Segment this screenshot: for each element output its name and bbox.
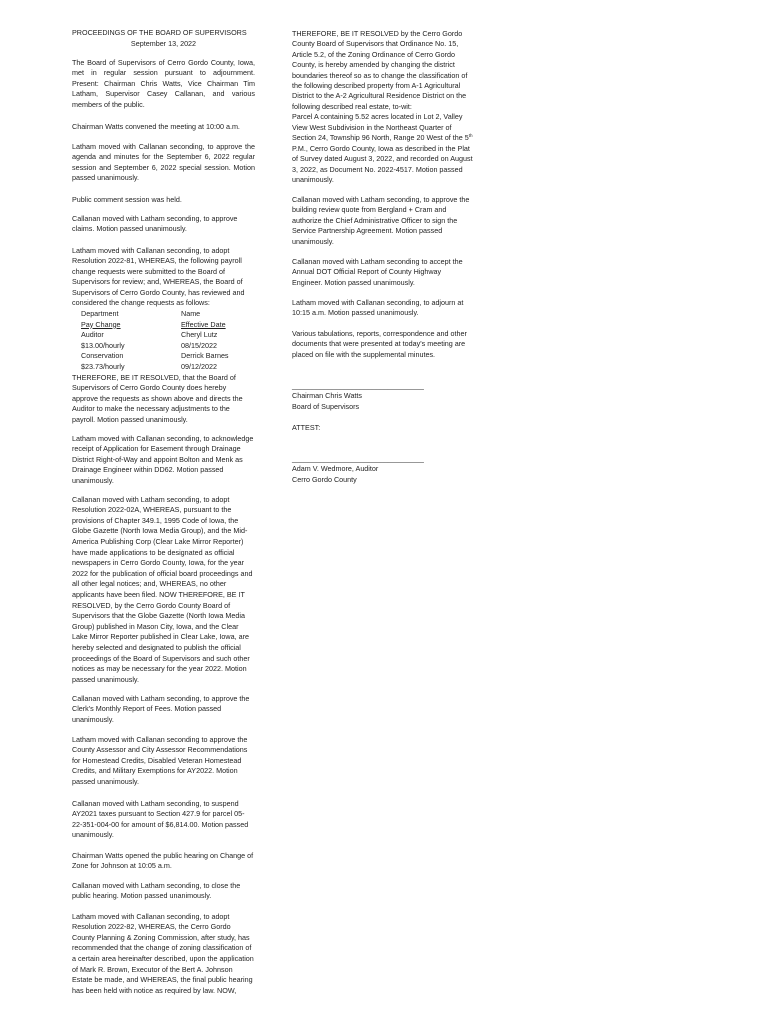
- text-line: Public comment session was held.: [72, 194, 182, 204]
- text-line: Callanan moved with Latham seconding, to approve: [72, 213, 238, 223]
- text-line: agenda and minutes for the September 6, 2022 regular: [72, 152, 255, 162]
- text-line: building review quote from Bergland + Cram and: [292, 205, 447, 215]
- text-line: P.M., Cerro Gordo County, Iowa as described in the Plat: [292, 143, 470, 153]
- table-cell: Auditor: [81, 330, 104, 340]
- text-line: Latham moved with Callanan seconding, to adopt: [72, 245, 230, 255]
- table-row: [72, 341, 255, 352]
- text-line: payroll. Motion passed unanimously.: [72, 415, 188, 424]
- signer-title: Board of Supervisors: [292, 401, 360, 411]
- text-line: passed unanimously.: [72, 173, 139, 183]
- text-line: Engineer. Motion passed unanimously.: [292, 277, 415, 287]
- attest-block: [292, 423, 475, 433]
- paragraph-adjourn: [292, 298, 475, 319]
- table-row: [72, 330, 255, 341]
- paragraph-tax-suspension: [72, 799, 255, 841]
- text-line: Resolution 2022-81, WHEREAS, the following payroll: [72, 256, 242, 266]
- text-line: Clerk's Monthly Report of Fees. Motion passed: [72, 704, 222, 714]
- text-line: Latham moved with Callanan seconding, to acknowledge: [72, 433, 254, 443]
- text-line: County Board of Supervisors that Ordinance No. 15,: [292, 39, 459, 49]
- text-line: hereby selected and designated to publish the official: [72, 643, 241, 652]
- paragraph-supplemental-minutes: [292, 329, 475, 360]
- table-header-cell: Name: [181, 309, 201, 319]
- text-line: following described real estate, to-wit:: [292, 101, 412, 111]
- text-line: placed on file with the supplemental minutes.: [292, 349, 436, 359]
- text-line: unanimously.: [292, 175, 334, 185]
- text-line: Service Partnership Agreement. Motion passed: [292, 226, 443, 236]
- signer-organization: Cerro Gordo County: [292, 474, 357, 484]
- text-line: of Survey dated August 3, 2022, and recorded on August: [292, 154, 473, 164]
- text-line: claims. Motion passed unanimously.: [72, 224, 187, 234]
- signer-name: Chairman Chris Watts: [292, 391, 363, 401]
- text-line: Supervisors for review; and, WHEREAS, the Board of: [72, 277, 243, 287]
- text-line: 10:15 a.m. Motion passed unanimously.: [292, 308, 419, 318]
- text-line: Globe Gazette (North Iowa Media Group), and the Mid-: [72, 526, 248, 536]
- text-line: session and September 6, 2022 special session. Motion: [72, 162, 255, 172]
- payroll-table: [72, 309, 255, 373]
- text-line: RESOLVED, by the Cerro Gordo County Board of: [72, 600, 231, 610]
- text-line: members of the public.: [72, 99, 145, 109]
- text-line: [292, 133, 475, 143]
- text-line: View West Subdivision in the Northeast Quarter of: [292, 122, 452, 132]
- text-line: notices as may be necessary for the year 2022. Motion: [72, 664, 247, 674]
- text-line: proceedings of the Board of Supervisors and such other: [72, 653, 250, 663]
- text-line: Resolution 2022-02A, WHEREAS, pursuant to the: [72, 505, 232, 515]
- chair-signature-block: [292, 381, 475, 412]
- text-segment: Section 24, Township 96 North, Range 20 West of the 5: [292, 133, 469, 143]
- text-line: unanimously.: [292, 236, 334, 246]
- text-line: Latham moved with Callanan seconding, to approve the: [72, 141, 255, 151]
- text-line: Resolution 2022-82, WHEREAS, the Cerro Gordo: [72, 922, 231, 932]
- text-line: Parcel A containing 5.52 acres located in Lot 2, Valley: [292, 112, 463, 122]
- text-line: District Right-of-Way and appoint Bolton and Menk as: [72, 454, 243, 464]
- paragraph-resolution-2022-82-continued: [292, 29, 475, 186]
- text-line: receipt of Application for Easement through Drainage: [72, 444, 241, 454]
- table-header-row: [72, 309, 255, 320]
- text-line: Supervisors of Cerro Gordo County, has reviewed and: [72, 287, 245, 297]
- text-line: the following described property from A-1 Agricultural: [292, 80, 461, 90]
- table-row: [72, 362, 255, 373]
- table-header-cell: Pay Change: [81, 319, 121, 329]
- text-line: Drainage Engineer within DD62. Motion passed: [72, 465, 224, 475]
- paragraph-homestead-credits: [72, 735, 255, 788]
- text-line: Supervisors of Cerro Gordo County does hereby: [72, 383, 227, 393]
- table-row: [72, 351, 255, 362]
- text-line: has been held with notice as required by law. NOW,: [72, 985, 237, 995]
- text-line: County Planning & Zoning Commission, after study, has: [72, 932, 250, 942]
- table-cell: Conservation: [81, 351, 124, 361]
- text-line: documents that were presented at today's meeting are: [292, 339, 466, 349]
- text-line: Callanan moved with Latham seconding, to adopt: [72, 494, 230, 504]
- attest-label: ATTEST:: [292, 422, 321, 432]
- text-line: Present: Chairman Chris Watts, Vice Chairman Tim: [72, 78, 255, 88]
- text-line: all other legal notices; and, WHEREAS, no other: [72, 579, 227, 589]
- meeting-date: September 13, 2022: [130, 38, 197, 48]
- text-line: unanimously.: [72, 476, 114, 486]
- text-line: Latham moved with Callanan seconding to approve the: [72, 734, 248, 744]
- text-line: of Mark R. Brown, Executor of the Bert A. Johnson: [72, 964, 233, 974]
- text-line: applicants have been filed. NOW THEREFORE, BE IT: [72, 590, 245, 600]
- text-line: Callanan moved with Latham seconding, to approve the: [292, 194, 470, 204]
- text-line: AY2021 taxes pursuant to Section 427.9 for parcel 05-: [72, 809, 245, 819]
- text-line: Group) published in Mason City, Iowa, and the Clear: [72, 621, 239, 631]
- paragraph-agenda-approval: [72, 142, 255, 184]
- text-line: Callanan moved with Latham seconding, to approve the: [72, 693, 250, 703]
- paragraph-building-review: [292, 195, 475, 247]
- signature-line: _________________________________: [292, 453, 424, 463]
- table-cell: Derrick Barnes: [181, 351, 229, 361]
- paragraph-convene: [72, 122, 255, 133]
- text-line: Zone for Johnson at 10:05 a.m.: [72, 861, 172, 871]
- signer-name: Adam V. Wedmore, Auditor: [292, 464, 379, 474]
- text-line: Lake Mirror Reporter published in Clear Lake, Iowa, are: [72, 632, 249, 642]
- signature-line: _________________________________: [292, 380, 424, 390]
- text-line: a certain area hereinafter described, upon the application: [72, 954, 254, 964]
- text-line: unanimously.: [72, 830, 114, 840]
- paragraph-claims: [72, 214, 255, 235]
- text-line: Latham moved with Callanan seconding, to adopt: [72, 911, 230, 921]
- text-line: County Assessor and City Assessor Recommendations: [72, 745, 248, 755]
- text-line: have made applications to be designated as official: [72, 547, 235, 557]
- text-line: provisions of Chapter 349.1, 1995 Code of Iowa, the: [72, 515, 239, 525]
- text-line: met in regular session pursuant to adjournment.: [72, 68, 255, 78]
- text-line: Chairman Watts opened the public hearing on Change of: [72, 850, 254, 860]
- paragraph-public-comment: [72, 195, 255, 206]
- table-header-cell: Department: [81, 309, 119, 319]
- auditor-signature-block: [292, 454, 475, 485]
- text-line: County, is hereby amended by changing the district: [292, 60, 455, 70]
- table-cell: 08/15/2022: [181, 340, 217, 350]
- paragraph-drainage-easement: [72, 434, 255, 487]
- text-line: Various tabulations, reports, correspondence and other: [292, 328, 467, 338]
- text-line: 2022 for the publication of official board proceedings and: [72, 568, 253, 578]
- text-line: The Board of Supervisors of Cerro Gordo County, Iowa,: [72, 57, 255, 67]
- text-line: public hearing. Motion passed unanimously.: [72, 891, 212, 901]
- text-line: 22-351-004-00 for amount of $6,814.00. Motion passed: [72, 819, 249, 829]
- text-line: Latham moved with Callanan seconding, to adjourn at: [292, 297, 464, 307]
- table-header-cell: Effective Date: [181, 319, 226, 329]
- text-line: District to the A-2 Agricultural Residence District on the: [292, 91, 467, 101]
- paragraph-dot-report: [292, 257, 475, 288]
- text-line: authorize the Chief Administrative Officer to sign the: [292, 215, 458, 225]
- text-line: passed unanimously.: [72, 777, 139, 787]
- table-cell: 09/12/2022: [181, 362, 217, 372]
- text-line: Annual DOT Official Report of County Highway: [292, 267, 442, 277]
- paragraph-resolution-2022-82: [72, 912, 255, 997]
- text-line: Supervisors that the Globe Gazette (North Iowa Media: [72, 611, 245, 621]
- superscript: th: [468, 133, 473, 139]
- paragraph-public-hearing-close: [72, 881, 255, 902]
- paragraph-resolution-2022-81: [72, 246, 255, 426]
- text-line: Auditor to make the necessary adjustments to the: [72, 404, 230, 414]
- text-line: Article 5.2, of the Zoning Ordinance of Cerro Gordo: [292, 49, 455, 59]
- text-line: for Homestead Credits, Disabled Veteran Homestead: [72, 755, 242, 765]
- document-title: PROCEEDINGS OF THE BOARD OF SUPERVISORS: [72, 28, 247, 37]
- text-line: 3, 2022, as Document No. 2022-4517. Motion passed: [292, 164, 463, 174]
- text-line: passed unanimously.: [72, 674, 139, 684]
- text-line: approve the requests as shown above and directs the: [72, 393, 243, 403]
- document-header: [72, 28, 255, 49]
- text-line: newspapers in Cerro Gordo County, Iowa, for the year: [72, 558, 245, 568]
- text-line: Latham, Supervisor Casey Callanan, and various: [72, 89, 255, 99]
- text-line: Chairman Watts convened the meeting at 10:00 a.m.: [72, 121, 240, 131]
- table-cell: Cheryl Lutz: [181, 330, 218, 340]
- text-line: Callanan moved with Latham seconding, to close the: [72, 880, 241, 890]
- text-line: THEREFORE, BE IT RESOLVED by the Cerro Gordo: [292, 28, 463, 38]
- text-line: Credits, and Military Exemptions for AY2022. Motion: [72, 766, 238, 776]
- text-line: recommended that the change of zoning classification of: [72, 943, 252, 953]
- table-cell: $23.73/hourly: [81, 362, 125, 372]
- text-line: change requests were submitted to the Board of: [72, 266, 226, 276]
- table-cell: $13.00/hourly: [81, 340, 125, 350]
- paragraph-public-hearing-open: [72, 851, 255, 872]
- text-line: Callanan moved with Latham seconding to accept the: [292, 256, 463, 266]
- text-line: considered the change requests as follows:: [72, 298, 210, 308]
- paragraph-resolution-2022-02a: [72, 495, 255, 686]
- text-line: Estate be made, and WHEREAS, the final public hearing: [72, 975, 253, 985]
- text-line: America Publishing Corp (Clear Lake Mirror Reporter): [72, 537, 244, 547]
- text-line: THEREFORE, BE IT RESOLVED, that the Board of: [72, 372, 236, 382]
- text-line: Callanan moved with Latham seconding, to suspend: [72, 798, 239, 808]
- paragraph-attendance: [72, 58, 255, 111]
- text-line: unanimously.: [72, 714, 114, 724]
- table-header-row: [72, 320, 255, 331]
- paragraph-clerk-report: [72, 694, 255, 726]
- text-line: boundaries thereof so as to change the classification of: [292, 70, 468, 80]
